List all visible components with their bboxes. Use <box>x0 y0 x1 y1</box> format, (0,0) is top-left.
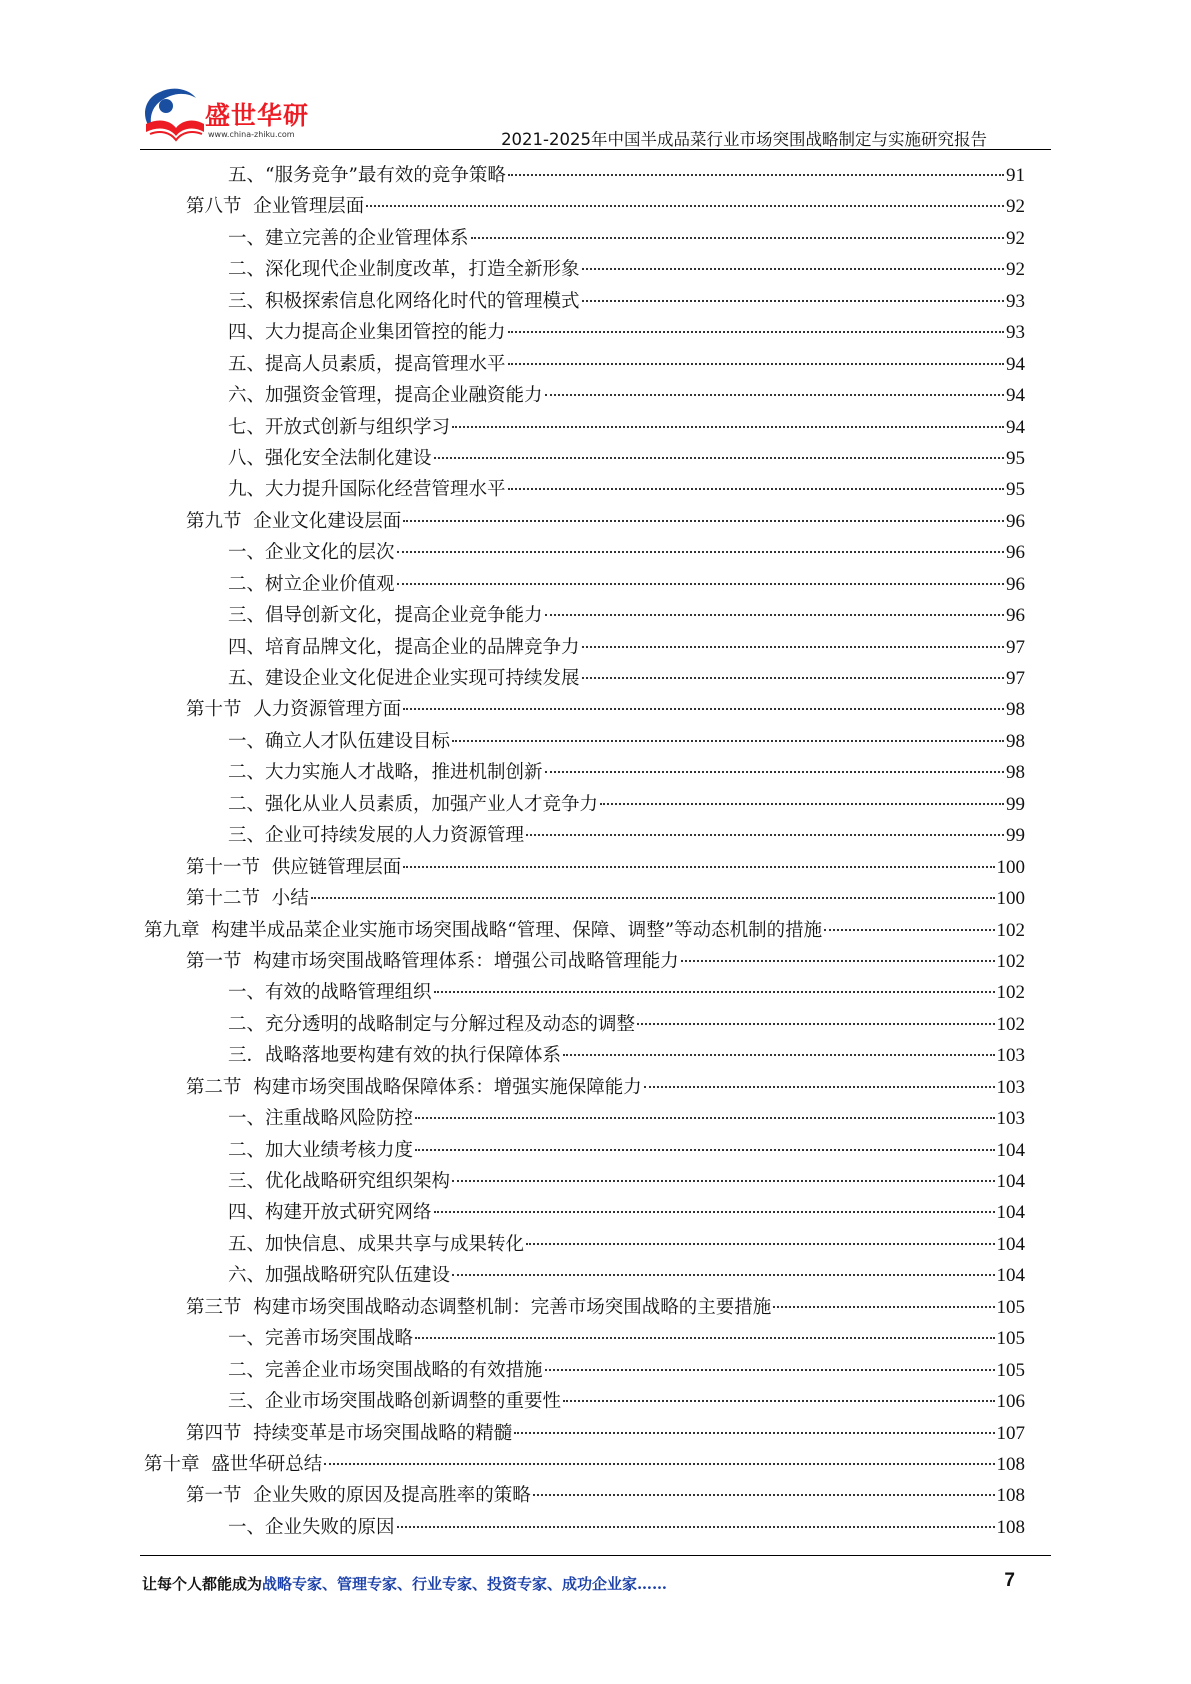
toc-entry-page: 98 <box>1006 762 1025 784</box>
toc-entry-page: 105 <box>996 1328 1025 1350</box>
toc-dot-leader <box>824 929 994 931</box>
toc-entry-page: 93 <box>1006 322 1025 344</box>
toc-dot-leader <box>563 1400 994 1402</box>
toc-dot-leader <box>508 331 1004 333</box>
toc-entry-label: 三．战略落地要构建有效的执行保障体系 <box>228 1045 562 1067</box>
toc-entry[interactable] <box>144 600 1025 631</box>
toc-entry-label: 第九章 构建半成品菜企业实施市场突围战略“管理、保障、调整”等动态机制的措施 <box>144 919 823 941</box>
toc-dot-leader <box>526 1243 994 1245</box>
toc-entry-label: 五、“服务竞争”最有效的竞争策略 <box>228 165 506 186</box>
toc-dot-leader <box>545 1369 995 1371</box>
toc-dot-leader <box>397 1526 995 1528</box>
toc-entry[interactable] <box>144 726 1025 757</box>
logo-text: 盛世华研 <box>205 101 310 130</box>
toc-entry[interactable] <box>144 946 1025 977</box>
toc-dot-leader <box>563 1054 994 1056</box>
toc-entry[interactable] <box>144 160 1025 191</box>
toc-entry[interactable] <box>144 1229 1025 1260</box>
toc-dot-leader <box>452 1180 994 1182</box>
toc-dot-leader <box>415 1149 994 1151</box>
toc-dot-leader <box>508 488 1004 490</box>
toc-entry-label: 八、强化安全法制化建设 <box>228 447 432 469</box>
toc-entry[interactable] <box>144 349 1025 380</box>
toc-entry-label: 五、建设企业文化促进企业实现可持续发展 <box>228 668 580 689</box>
toc-entry[interactable] <box>144 852 1025 883</box>
toc-entry-label: 一、确立人才队伍建设目标 <box>228 730 451 752</box>
toc-dot-leader <box>582 300 1004 302</box>
toc-dot-leader <box>644 1086 995 1088</box>
toc-entry[interactable] <box>144 789 1025 820</box>
toc-entry-label: 四、培育品牌文化，提高企业的品牌竞争力 <box>228 636 580 658</box>
toc-entry-label: 六、加强战略研究队伍建设 <box>228 1265 451 1287</box>
toc-entry-page: 92 <box>1006 196 1025 218</box>
toc-entry-label: 第九节 企业文化建设层面 <box>186 510 402 532</box>
slogan-prefix: 让每个人都能成为 <box>142 1575 263 1593</box>
toc-entry-label: 二、充分透明的战略制定与分解过程及动态的调整 <box>228 1013 636 1035</box>
toc-entry-label: 第十一节 供应链管理层面 <box>186 856 402 878</box>
toc-entry-label: 一、企业失败的原因 <box>228 1516 395 1538</box>
toc-entry-label: 七、开放式创新与组织学习 <box>228 416 451 438</box>
toc-entry[interactable] <box>144 1386 1025 1417</box>
toc-entry-page: 96 <box>1006 573 1025 595</box>
toc-entry-label: 第十二节 小结 <box>186 888 309 910</box>
toc-entry[interactable] <box>144 1323 1025 1354</box>
toc-entry-page: 92 <box>1006 227 1025 249</box>
toc-entry-label: 六、加强资金管理，提高企业融资能力 <box>228 385 543 407</box>
toc-dot-leader <box>434 457 1004 459</box>
toc-dot-leader <box>508 174 1004 176</box>
toc-entry-page: 104 <box>996 1233 1025 1255</box>
toc-entry-page: 97 <box>1006 636 1025 658</box>
toc-entry-page: 92 <box>1006 259 1025 281</box>
toc-entry-page: 102 <box>996 982 1025 1004</box>
toc-entry[interactable] <box>144 1009 1025 1040</box>
toc-entry-page: 104 <box>996 1202 1025 1224</box>
toc-entry-label: 二、加大业绩考核力度 <box>228 1139 414 1161</box>
toc-dot-leader <box>600 803 1004 805</box>
toc-dot-leader <box>403 520 1004 522</box>
toc-entry[interactable] <box>144 286 1025 317</box>
toc-entry-label: 一、有效的战略管理组织 <box>228 982 432 1004</box>
toc-dot-leader <box>582 268 1004 270</box>
toc-dot-leader <box>508 363 1004 365</box>
toc-entry-label: 第八节 企业管理层面 <box>186 196 365 218</box>
toc-entry-label: 二、大力实施人才战略，推进机制创新 <box>228 762 543 784</box>
toc-entry-page: 100 <box>996 888 1025 910</box>
toc-entry-page: 103 <box>996 1045 1025 1067</box>
toc-entry-page: 97 <box>1006 668 1025 689</box>
toc-entry-label: 二、树立企业价值观 <box>228 573 395 595</box>
toc-entry[interactable] <box>144 191 1025 222</box>
slogan-highlight: 战略专家、管理专家、行业专家、投资专家、成功企业家…… <box>262 1575 668 1593</box>
toc-dot-leader <box>773 1306 994 1308</box>
toc-entry-page: 103 <box>996 1108 1025 1130</box>
toc-entry-page: 93 <box>1006 290 1025 312</box>
toc-entry-page: 104 <box>996 1171 1025 1192</box>
toc-entry[interactable] <box>144 1103 1025 1134</box>
footer-divider <box>140 1555 1051 1556</box>
toc-dot-leader <box>415 1117 994 1119</box>
toc-entry[interactable] <box>144 1135 1025 1166</box>
table-of-contents <box>144 160 1025 1543</box>
toc-entry-label: 三、倡导创新文化，提高企业竞争能力 <box>228 605 543 627</box>
toc-entry-page: 94 <box>1006 416 1025 438</box>
toc-entry-page: 105 <box>996 1359 1025 1381</box>
toc-dot-leader <box>403 708 1004 710</box>
toc-entry[interactable] <box>144 380 1025 411</box>
toc-entry[interactable] <box>144 915 1025 946</box>
toc-entry-label: 一、注重战略风险防控 <box>228 1108 414 1130</box>
toc-entry-label: 第十章 盛世华研总结 <box>144 1453 323 1475</box>
toc-entry-page: 95 <box>1006 479 1025 501</box>
toc-dot-leader <box>397 551 1004 553</box>
toc-entry-label: 第一节 企业失败的原因及提高胜率的策略 <box>186 1485 531 1507</box>
toc-entry-page: 94 <box>1006 353 1025 375</box>
toc-entry-page: 102 <box>996 919 1025 941</box>
toc-entry-page: 105 <box>996 1296 1025 1318</box>
toc-dot-leader <box>311 897 995 899</box>
toc-entry-page: 107 <box>996 1422 1025 1444</box>
toc-entry-label: 第十节 人力资源管理方面 <box>186 699 402 721</box>
toc-dot-leader <box>514 1432 994 1434</box>
toc-dot-leader <box>452 426 1004 428</box>
toc-entry[interactable] <box>144 663 1025 694</box>
toc-entry[interactable] <box>144 1449 1025 1480</box>
toc-entry-page: 95 <box>1006 447 1025 469</box>
toc-entry-label: 九、大力提升国际化经营管理水平 <box>228 479 506 501</box>
toc-dot-leader <box>637 1023 994 1025</box>
toc-entry-page: 98 <box>1006 699 1025 721</box>
toc-entry-label: 五、提高人员素质，提高管理水平 <box>228 353 506 375</box>
toc-entry[interactable] <box>144 1040 1025 1071</box>
toc-entry-page: 102 <box>996 1013 1025 1035</box>
toc-entry-label: 五、加快信息、成果共享与成果转化 <box>228 1233 525 1255</box>
toc-entry-label: 四、大力提高企业集团管控的能力 <box>228 322 506 344</box>
toc-entry-page: 100 <box>996 856 1025 878</box>
toc-entry[interactable] <box>144 1480 1025 1511</box>
toc-entry[interactable] <box>144 977 1025 1008</box>
toc-entry[interactable] <box>144 757 1025 788</box>
toc-dot-leader <box>471 237 1004 239</box>
toc-dot-leader <box>545 394 1004 396</box>
toc-entry-label: 三、优化战略研究组织架构 <box>228 1171 451 1192</box>
toc-entry[interactable] <box>144 1260 1025 1291</box>
toc-entry[interactable] <box>144 506 1025 537</box>
toc-entry-page: 108 <box>996 1453 1025 1475</box>
toc-entry[interactable] <box>144 254 1025 285</box>
toc-entry-label: 三、企业市场突围战略创新调整的重要性 <box>228 1391 562 1413</box>
page-number: 7 <box>1004 1570 1015 1591</box>
toc-dot-leader <box>434 1211 995 1213</box>
toc-entry[interactable] <box>144 474 1025 505</box>
toc-entry[interactable] <box>144 537 1025 568</box>
toc-entry-label: 三、企业可持续发展的人力资源管理 <box>228 825 525 847</box>
toc-dot-leader <box>533 1494 995 1496</box>
toc-entry-label: 二、强化从业人员素质，加强产业人才竞争力 <box>228 793 599 815</box>
toc-entry-label: 第四节 持续变革是市场突围战略的精髓 <box>186 1422 513 1444</box>
toc-entry-label: 第三节 构建市场突围战略动态调整机制：完善市场突围战略的主要措施 <box>186 1296 772 1318</box>
toc-entry-page: 108 <box>996 1485 1025 1507</box>
toc-entry-page: 96 <box>1006 510 1025 532</box>
toc-entry[interactable] <box>144 412 1025 443</box>
toc-dot-leader <box>397 583 1004 585</box>
toc-entry[interactable] <box>144 883 1025 914</box>
toc-entry[interactable] <box>144 1197 1025 1228</box>
header-divider <box>140 149 1051 150</box>
toc-entry-label: 第二节 构建市场突围战略保障体系：增强实施保障能力 <box>186 1076 642 1098</box>
toc-dot-leader <box>434 991 995 993</box>
toc-entry-label: 二、深化现代企业制度改革，打造全新形象 <box>228 259 580 281</box>
toc-entry-label: 一、完善市场突围战略 <box>228 1328 414 1350</box>
toc-entry-label: 一、建立完善的企业管理体系 <box>228 227 469 249</box>
toc-entry-page: 94 <box>1006 385 1025 407</box>
toc-entry-label: 二、完善企业市场突围战略的有效措施 <box>228 1359 543 1381</box>
toc-entry-page: 108 <box>996 1516 1025 1538</box>
toc-dot-leader <box>681 960 995 962</box>
toc-entry-page: 91 <box>1006 165 1025 186</box>
toc-entry-page: 104 <box>996 1139 1025 1161</box>
logo-url: www.china-zhiku.com <box>208 130 295 139</box>
toc-dot-leader <box>545 614 1004 616</box>
toc-entry[interactable] <box>144 1166 1025 1197</box>
toc-entry-page: 96 <box>1006 605 1025 627</box>
toc-entry[interactable] <box>144 632 1025 663</box>
toc-entry-label: 第一节 构建市场突围战略管理体系：增强公司战略管理能力 <box>186 950 679 972</box>
toc-entry[interactable] <box>144 820 1025 851</box>
toc-entry-page: 98 <box>1006 730 1025 752</box>
toc-dot-leader <box>526 834 1004 836</box>
toc-entry[interactable] <box>144 1292 1025 1323</box>
toc-entry[interactable] <box>144 1072 1025 1103</box>
toc-entry-page: 99 <box>1006 793 1025 815</box>
toc-entry-page: 99 <box>1006 825 1025 847</box>
toc-dot-leader <box>582 646 1004 648</box>
footer-slogan <box>142 1573 667 1594</box>
toc-entry-page: 96 <box>1006 542 1025 564</box>
toc-entry[interactable] <box>144 223 1025 254</box>
toc-entry-page: 102 <box>996 950 1025 972</box>
toc-dot-leader <box>403 866 994 868</box>
toc-entry-page: 104 <box>996 1265 1025 1287</box>
report-title: 2021-2025年中国半成品菜行业市场突围战略制定与实施研究报告 <box>501 130 987 149</box>
toc-entry-label: 四、构建开放式研究网络 <box>228 1202 432 1224</box>
toc-dot-leader <box>324 1463 994 1465</box>
toc-entry-page: 106 <box>996 1391 1025 1413</box>
toc-entry[interactable] <box>144 1418 1025 1449</box>
toc-entry-label: 一、企业文化的层次 <box>228 542 395 564</box>
toc-dot-leader <box>452 1274 994 1276</box>
toc-entry[interactable] <box>144 443 1025 474</box>
toc-entry[interactable] <box>144 1512 1025 1543</box>
toc-entry[interactable] <box>144 569 1025 600</box>
toc-entry[interactable] <box>144 694 1025 725</box>
toc-dot-leader <box>582 677 1004 679</box>
toc-entry-label: 三、积极探索信息化网络化时代的管理模式 <box>228 290 580 312</box>
toc-entry[interactable] <box>144 1355 1025 1386</box>
toc-entry-page: 103 <box>996 1076 1025 1098</box>
toc-dot-leader <box>545 771 1004 773</box>
toc-dot-leader <box>366 205 1004 207</box>
toc-dot-leader <box>415 1337 994 1339</box>
toc-dot-leader <box>452 740 1004 742</box>
toc-entry[interactable] <box>144 317 1025 348</box>
